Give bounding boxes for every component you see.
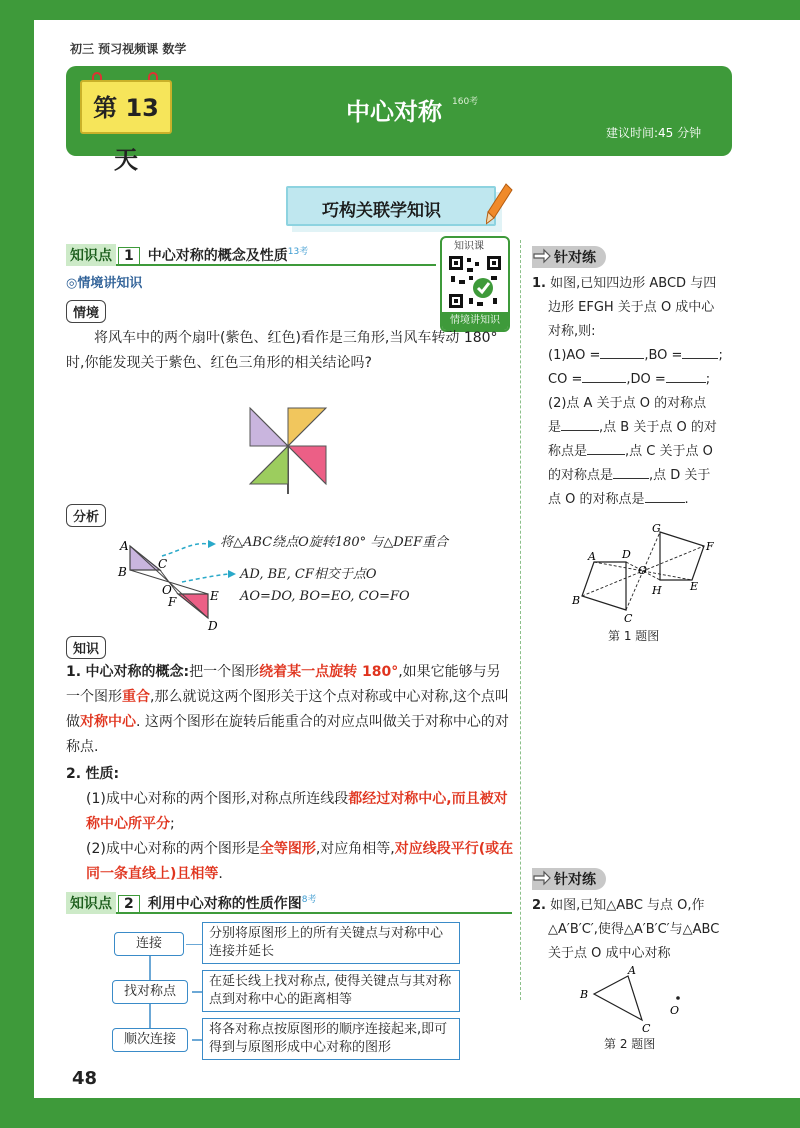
page-frame-bottom <box>0 1098 800 1128</box>
svg-text:O: O <box>638 564 648 577</box>
practice-1-text <box>532 272 742 512</box>
flow-desc-connect: 分别将原图形上的所有关键点与对称中心连接并延长 <box>202 922 460 964</box>
item-title: 性质: <box>85 766 120 782</box>
pointing-hand-icon <box>532 868 554 888</box>
highlight-span: 全等图形 <box>259 841 316 857</box>
scene-subheading: ◎情境讲知识 <box>66 276 143 291</box>
practice-label: 针对练 <box>532 868 606 890</box>
text-span: 把一个图形 <box>189 664 260 680</box>
practice-2-text <box>532 894 742 966</box>
page-number: 48 <box>72 1068 98 1089</box>
knowledge-item-1 <box>66 660 514 760</box>
column-divider <box>520 240 521 1000</box>
practice-1-figure <box>568 522 718 626</box>
answer-blank[interactable] <box>561 430 599 431</box>
analysis-line-3: AO=DO, BO=EO, CO=FO <box>240 589 410 604</box>
highlight-span: 绕着某一点旋转 180° <box>259 664 399 680</box>
text-span: ; <box>718 348 723 363</box>
highlight-span: 都经过对称中心,而且被对称中心所平分 <box>86 791 508 832</box>
text-span: (1)成中心对称的两个图形,对称点所连线段 <box>86 791 349 807</box>
qr-label-bottom: 情境讲知识 <box>442 312 508 330</box>
answer-blank[interactable] <box>645 502 685 503</box>
svg-text:C: C <box>642 1022 651 1034</box>
question-number: 1. <box>532 276 546 291</box>
svg-text:B: B <box>572 594 581 607</box>
flow-step-find-points: 找对称点 <box>112 980 188 1004</box>
kp-number: 1 <box>118 247 140 265</box>
svg-text:O: O <box>670 1004 680 1017</box>
text-line: (2)点 A 关于点 O 的对称点 <box>548 396 707 411</box>
text-span: 称点是 <box>548 444 588 459</box>
flow-step-connect: 连接 <box>114 932 184 956</box>
svg-text:F: F <box>168 595 177 609</box>
kp-number: 2 <box>118 895 140 913</box>
section-title: 巧构关联学知识 <box>322 201 441 221</box>
kp-exam-count: 8考 <box>301 895 317 905</box>
figure-1-caption: 第 1 题图 <box>608 629 660 643</box>
page-title: 中心对称 <box>346 98 442 126</box>
text-span: 如图,已知△ABC 与点 O,作 <box>550 898 705 913</box>
text-span: ,点 B 关于点 O 的对 <box>599 420 717 435</box>
text-span: ,那么就说这两个图形关于这个点对称或中心对称,这个点叫做 <box>66 689 509 730</box>
text-span: ,点 C 关于点 O <box>625 444 713 459</box>
kp-tag: 知识点 <box>66 244 116 266</box>
highlight-span: 对应线段平行(或在同一条直线上)且相等 <box>86 841 514 882</box>
answer-blank[interactable] <box>666 382 706 383</box>
pointing-hand-icon <box>532 246 554 266</box>
answer-blank[interactable] <box>600 358 644 359</box>
analysis-tag: 分析 <box>66 504 106 527</box>
text-span: 点 O 的对称点是 <box>548 492 645 507</box>
answer-blank[interactable] <box>682 358 718 359</box>
text-span: ,DO = <box>626 372 666 387</box>
text-line: 关于点 O 成中心对称 <box>548 946 671 961</box>
day-badge: 第 13 天 <box>80 80 172 134</box>
text-span: ; <box>705 372 711 387</box>
kp-exam-count: 13考 <box>287 247 309 257</box>
flow-step-link: 顺次连接 <box>112 1028 188 1052</box>
page-frame-top <box>0 0 800 20</box>
svg-text:A: A <box>120 539 129 553</box>
svg-text:G: G <box>652 522 661 535</box>
text-span: . 这两个图形在旋转后能重合的对应点叫做关于对称中心的对称点. <box>66 714 509 755</box>
text-span: ,如果它能够与另一个图形 <box>66 664 501 705</box>
answer-blank[interactable] <box>582 382 626 383</box>
qr-label-top: 知识课 <box>454 241 484 252</box>
practice-label: 针对练 <box>532 246 606 268</box>
page-frame-left <box>0 0 34 1128</box>
flow-desc-link: 将各对称点按原图形的顺序连接起来,即可得到与原图形成中心对称的图形 <box>202 1018 460 1060</box>
text-span: ,点 D 关于 <box>649 468 711 483</box>
knowledge-point-2-heading <box>66 892 512 914</box>
text-line: 对称,则: <box>548 324 596 339</box>
svg-text:C: C <box>158 557 168 571</box>
text-span: ,BO = <box>644 348 683 363</box>
highlight-span: 重合 <box>122 689 150 705</box>
svg-text:B: B <box>580 988 589 1001</box>
text-span: ,对应角相等, <box>315 841 395 857</box>
svg-text:A: A <box>588 550 596 563</box>
kp-tag: 知识点 <box>66 892 116 914</box>
pencil-icon <box>486 182 514 226</box>
text-span: ; <box>170 816 175 832</box>
analysis-line-2: AD, BE, CF相交于点O <box>240 567 377 582</box>
text-line: △A′B′C′,使得△A′B′C′与△ABC <box>548 922 720 937</box>
kp-title: 利用中心对称的性质作图 <box>147 896 302 912</box>
text-span: (1)AO = <box>548 348 601 363</box>
knowledge-tag: 知识 <box>66 636 106 659</box>
svg-text:A: A <box>628 964 636 977</box>
qr-code-icon <box>447 254 503 310</box>
text-span: 是 <box>548 420 562 435</box>
text-span: 如图,已知四边形 ABCD 与四 <box>550 276 717 291</box>
answer-blank[interactable] <box>613 478 649 479</box>
knowledge-point-1-heading <box>66 244 436 266</box>
item-number: 2. <box>66 766 82 782</box>
analysis-line-1: 将△ABC绕点O旋转180° 与△DEF重合 <box>220 535 449 550</box>
text-span: (2)成中心对称的两个图形是 <box>86 841 260 857</box>
knowledge-item-2 <box>66 762 514 887</box>
practice-2-figure <box>576 964 696 1034</box>
course-label: 初三 预习视频课 数学 <box>70 42 187 56</box>
suggested-time: 建议时间:45 分钟 <box>606 126 702 140</box>
figure-2-caption: 第 2 题图 <box>604 1037 656 1051</box>
answer-blank[interactable] <box>587 454 625 455</box>
text-span: CO = <box>548 372 583 387</box>
item-number: 1. <box>66 664 82 680</box>
svg-text:D: D <box>622 548 631 561</box>
svg-text:D: D <box>208 619 218 632</box>
svg-text:O: O <box>162 583 172 597</box>
kp-title: 中心对称的概念及性质 <box>147 248 288 264</box>
windmill-figure <box>248 406 332 496</box>
svg-text:C: C <box>624 612 633 625</box>
svg-text:B: B <box>118 565 127 579</box>
svg-text:H: H <box>652 584 662 597</box>
svg-text:E: E <box>690 580 699 593</box>
highlight-span: 对称中心 <box>80 714 136 730</box>
scene-tag: 情境 <box>66 300 106 323</box>
flow-desc-find-points: 在延长线上找对称点, 使得关键点与其对称点到对称中心的距离相等 <box>202 970 460 1012</box>
question-number: 2. <box>532 898 546 913</box>
scene-text: 将风车中的两个扇叶(紫色、红色)看作是三角形,当风车转动 180°时,你能发现关于紫色、红色三角形的相关结论吗? <box>66 330 498 371</box>
title-exam-count: 160考 <box>452 97 479 107</box>
item-title: 中心对称的概念: <box>85 664 190 680</box>
text-span: . <box>684 492 689 507</box>
svg-text:E: E <box>210 589 219 603</box>
text-span: 的对称点是 <box>548 468 614 483</box>
text-line: 边形 EFGH 关于点 O 成中心 <box>548 300 715 315</box>
text-span: . <box>218 866 223 882</box>
svg-text:F: F <box>706 540 714 553</box>
